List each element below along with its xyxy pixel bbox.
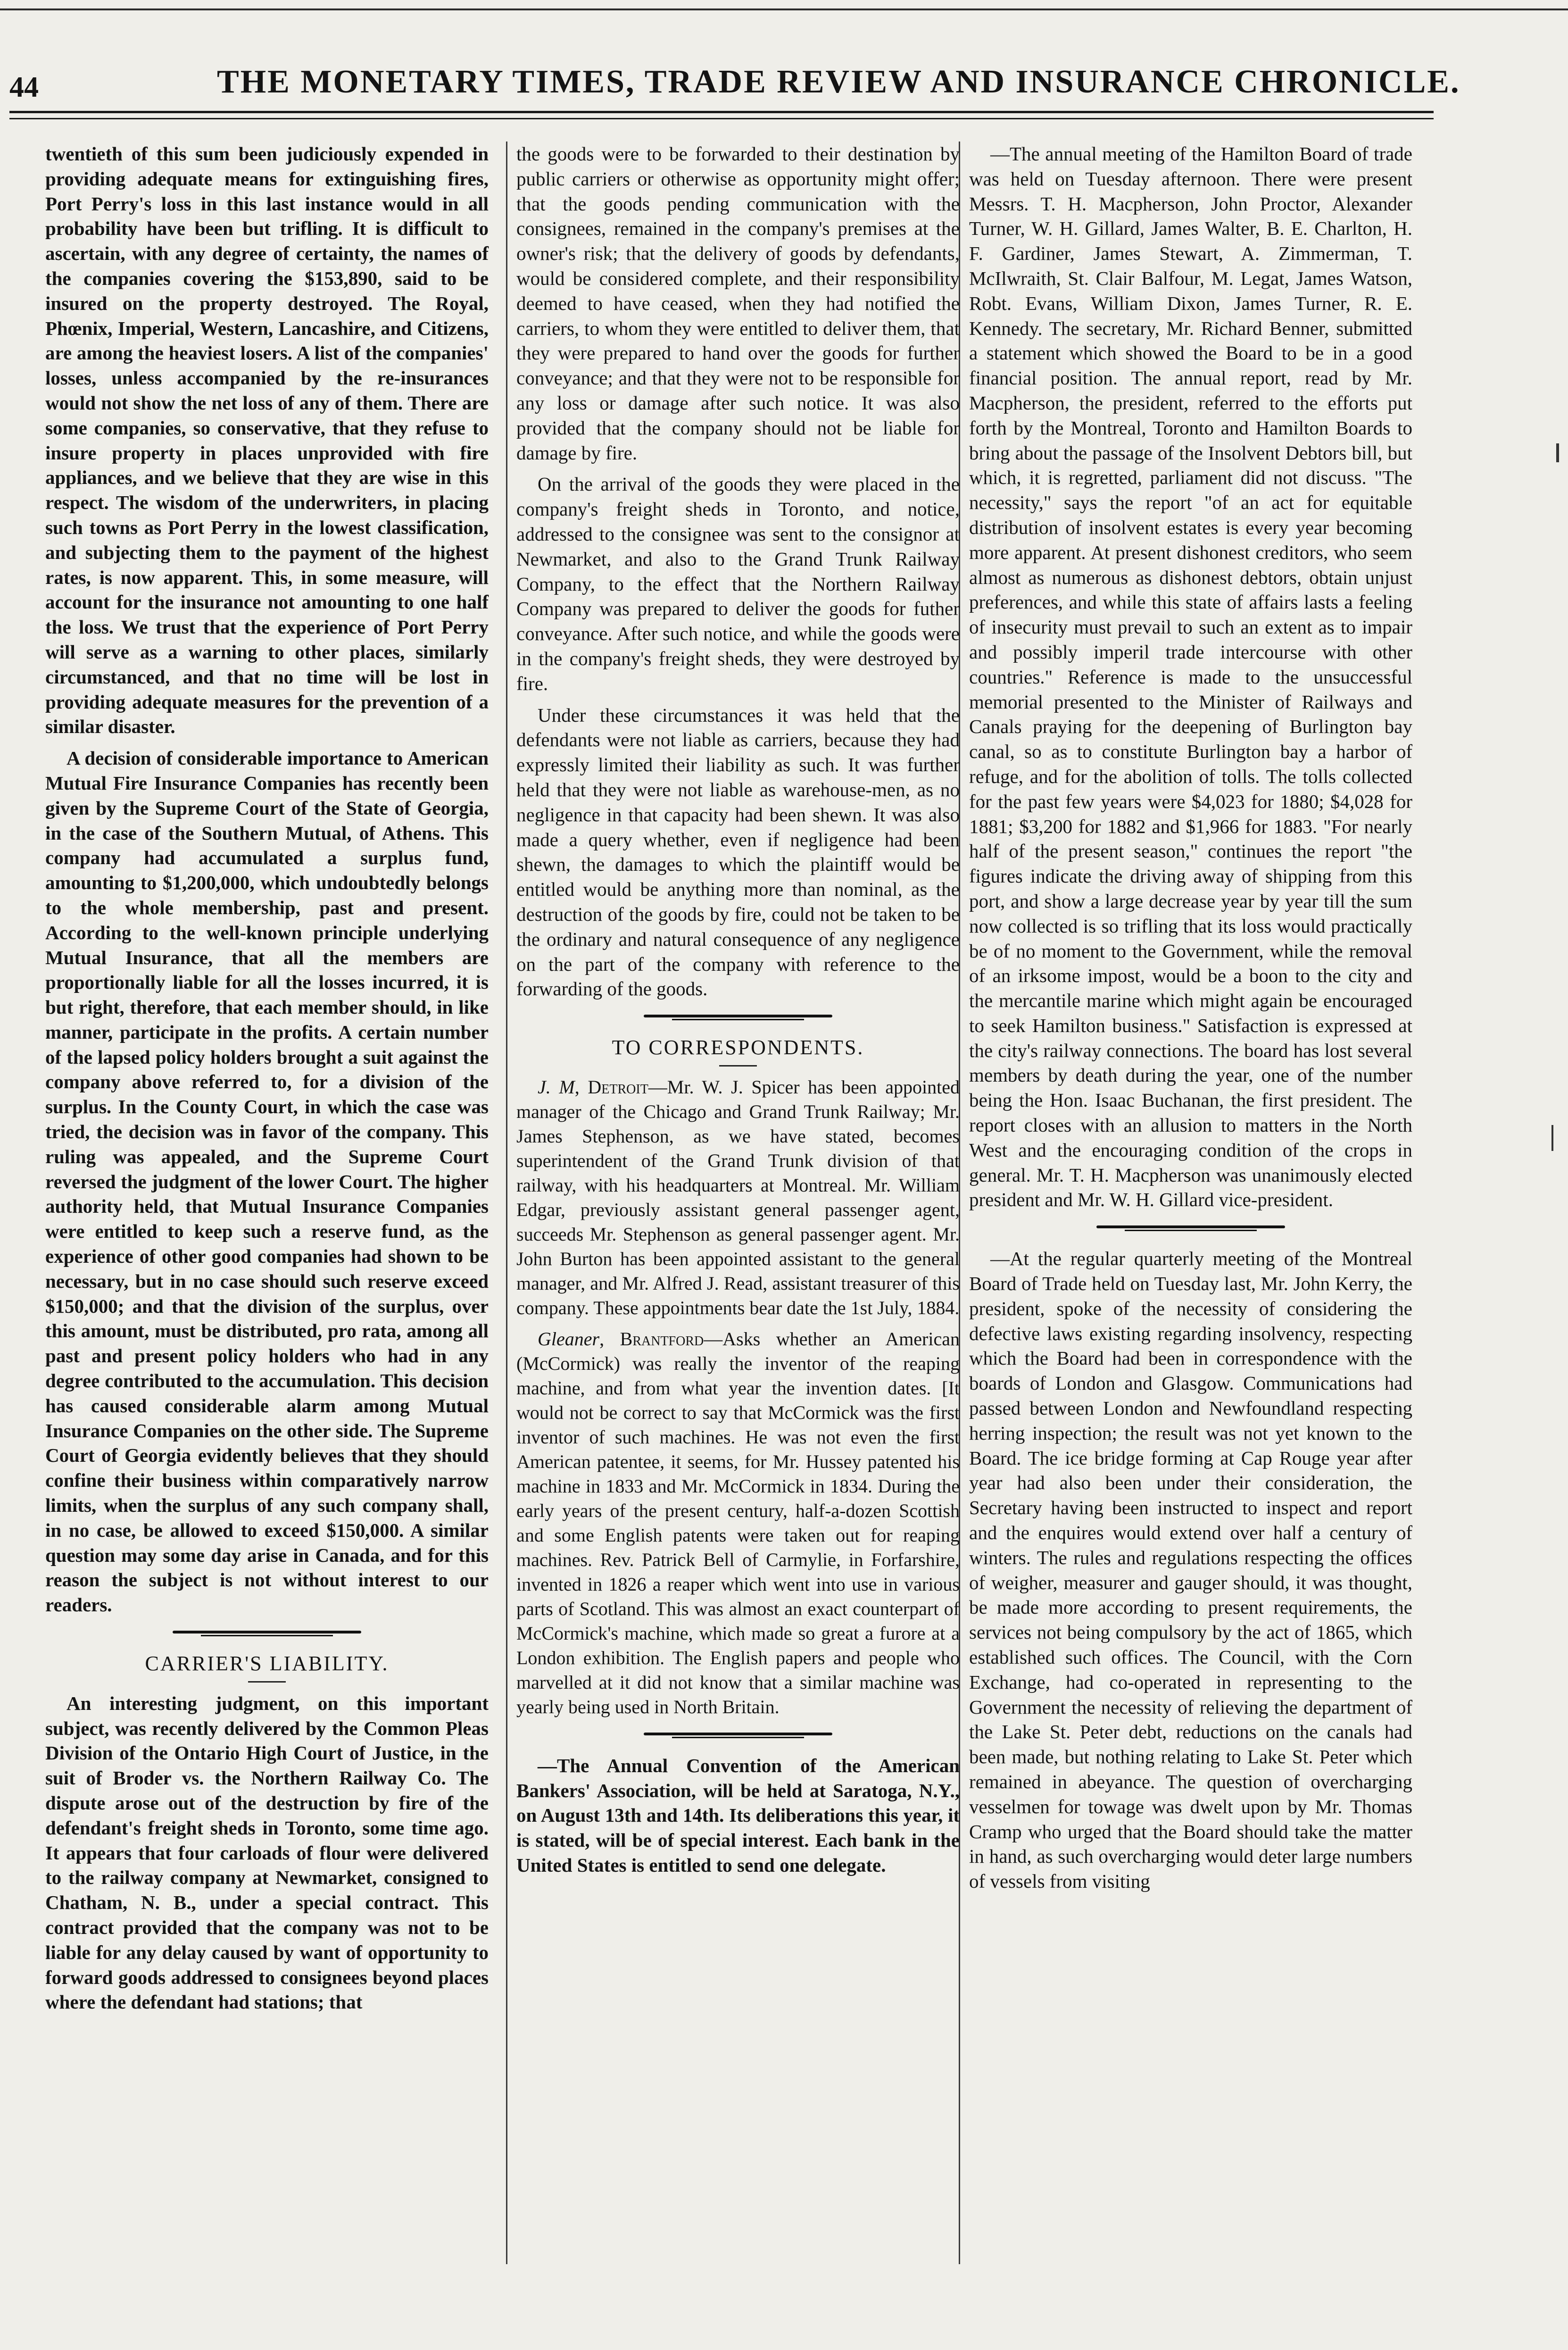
heading-rule xyxy=(248,1681,286,1683)
top-edge-rule xyxy=(0,8,1568,10)
correspondent-name: J. M xyxy=(538,1076,575,1098)
reply-text: —Mr. W. J. Spicer has been appointed manager of the Chicago and Grand Trunk Railway; Mr. James Stephenson, as we have stated, becomes superintendent of the Grand Trunk division of that railway, with his headquarters at Montreal. Mr. William Edgar, previously assistant general passenger agent, succeeds Mr. Stephenson as general passenger agent. Mr. John Burton has been appointed assistant to the general manager, and Mr. Alfred J. Read, assistant treasurer of this company. These appointments bear date the 1st July, 1884. xyxy=(516,1076,960,1318)
correspondent-name: Gleaner xyxy=(538,1328,600,1350)
article-text: On the arrival of the goods they were placed in the company's freight sheds in Toronto, and notice, addressed to the consignee was sent to the consignor at Newmarket, and also to the Grand Trunk Railway Company, to the effect that the Northern Railway Company was prepared to deliver the goods for futher conveyance. After such notice, and while the goods were in the company's freight sheds, they were destroyed by fire. xyxy=(516,473,960,694)
section-heading: TO CORRESPONDENTS. xyxy=(612,1036,864,1059)
section-separator xyxy=(644,1733,832,1739)
reply-text: —Asks whether an American (McCormick) was really the inventor of the reaping machine, and from what year the invention dates. [It would not be correct to say that McCormick was the first inventor of such machines. He was not even the first American patentee, it seems, for Mr. Hussey patented his machine in 1833 and Mr. McCormick in 1834. During the early years of the present century, half-a-dozen Scottish and some English patents were taken out for reaping machines. Rev. Patrick Bell of Carmylie, in Forfarshire, invented in 1826 a reaper which went into use in various parts of Scotland. This was almost an exact counterpart of McCormick's machine, which made so great a furore at a London exhibition. The English papers and people who marvelled at it did not know that a similar machine was yearly being used in North Britain. xyxy=(516,1328,960,1717)
correspondent-place: Brantford xyxy=(620,1328,704,1350)
column-2 xyxy=(516,142,960,1884)
article-text: —The Annual Convention of the American Bankers' Association, will be held at Saratoga, N.Y., on August 13th and 14th. Its deliberations this year, it is stated, will be of special interest. Each bank in the United States is entitled to send one delegate. xyxy=(516,1754,960,1876)
article-text: twentieth of this sum been judiciously expended in providing adequate means for extinguishing fires, Port Perry's loss in this last instance would in all probability have been but trifling. It is difficult to ascertain, with any degree of certainty, the names of the companies covering the $153,890, said to be insured on the property destroyed. The Royal, Phœnix, Imperial, Western, Lancashire, and Citizens, are among the heaviest losers. A list of the companies' losses, unless accompanied by the re-insurances would not show the net loss of any of them. There are some companies, so conservative, that they refuse to insure property in places unprovided with fire appliances, and we believe that they are wise in this respect. The wisdom of the underwriters, in placing such towns as Port Perry in the lowest classification, and subjecting them to the payment of the highest rates, is now apparent. This, in some measure, will account for the insurance not amounting to one half the loss. We trust that the experience of Port Perry will serve as a warning to other places, similarly circumstanced, and that no time will be lost in providing adequate measures for the prevention of a similar disaster. xyxy=(45,143,489,738)
heading-rule xyxy=(719,1065,757,1067)
header-rule-thick xyxy=(9,111,1434,113)
article-text: —The annual meeting of the Hamilton Board of trade was held on Tuesday afternoon. There were present Messrs. T. H. Macpherson, John Proctor, Alexander Turner, W. H. Gillard, James Walter, B. E. Charlton, H. F. Gardiner, James Stewart, A. Zimmerman, T. McIlwraith, St. Clair Balfour, M. Legat, James Watson, Robt. Evans, William Dixon, James Turner, R. E. Kennedy. The secretary, Mr. Richard Benner, submitted a statement which showed the Board to be in a good financial position. The annual report, read by Mr. Macpherson, the president, referred to the efforts put forth by the Montreal, Toronto and Hamilton Boards to bring about the passage of the Insolvent Debtors bill, but which, it is regretted, parliament did not discuss. "The necessity," says the report "of an act for equitable distribution of insolvent estates is every year becoming more apparent. At present dishonest creditors, who seem almost as numerous as dishonest debtors, obtain unjust preferences, and while this state of affairs lasts a feeling of insecurity must prevail to such an extent as to impair and possibly imperil trade intercourse with other countries." Reference is made to the unsuccessful memorial presented to the Minister of Railways and Canals praying for the deepening of Burlington bay canal, so as to constitute Burlington bay a harbor of refuge, and for the abolition of tolls. The tolls collected for the past few years were $4,023 for 1880; $4,028 for 1881; $3,200 for 1882 and $1,966 for 1883. "For nearly half of the present season," continues the report "the figures indicate the driving away of shipping from this port, and show a large decrease year by year till the sum now collected is so trifling that its loss would practically be of no moment to the Government, while the removal of an irksome impost, would be a boon to the city and the mercantile marine which might again be encouraged to seek Hamilton business." Satisfaction is expressed at the city's railway connections. The board has lost several members by death during the year, one of the number being the Hon. Isaac Buchanan, the first president. The report closes with an allusion to matters in the North West and the encouraging condition of the crops in general. Mr. T. H. Macpherson was unanimously elected president and Mr. W. H. Gillard vice-president. xyxy=(969,143,1412,1211)
correspondent-place: Detroit xyxy=(588,1076,648,1098)
column-3 xyxy=(969,142,1412,1900)
header-rule-thin xyxy=(9,118,1434,119)
section-separator xyxy=(1096,1225,1285,1232)
masthead-title: THE MONETARY TIMES, TRADE REVIEW AND INSURANCE CHRONICLE. xyxy=(217,64,1460,100)
page-header xyxy=(0,47,1568,127)
article-text: the goods were to be forwarded to their destination by public carriers or otherwise as opportunity might offer; that the goods pending communication with the consignees, remained in the company's premises at the owner's risk; that the delivery of goods by defendants, would be considered complete, and their responsibility deemed to have ceased, when they had notified the carriers, to whom they were entitled to deliver them, that they were prepared to hand over the goods for further conveyance; and that they were not to be responsible for any loss or damage after such notice. It was also provided that the company should not be liable for damage by fire. xyxy=(516,143,960,464)
scan-artifact xyxy=(1551,1125,1553,1151)
article-text: An interesting judgment, on this important subject, was recently delivered by the Common Pleas Division of the Ontario High Court of Justice, in the suit of Broder vs. the Northern Railway Co. The dispute arose out of the destruction by fire of the defendant's freight sheds in Toronto, some time ago. It appears that four carloads of flour were delivered to the railway company at Newmarket, consigned to Chatham, N. B., under a special contract. This contract provided that the company was not to be liable for any delay caused by want of opportunity to forward goods addressed to consignees beyond places where the defendant had stations; that xyxy=(45,1692,489,2013)
section-separator xyxy=(644,1015,832,1021)
correspondent-reply: Gleaner, Brantford—Asks whether an American (McCormick) was really the inventor of the reaping machine, and from what year the invention dates. [It would not be correct to say that McCormick was the first inventor of such machines. He was not even the first American patentee, it seems, for Mr. Hussey patented his machine in 1833 and Mr. McCormick in 1834. During the early years of the present century, half-a-dozen Scottish and some English patents were taken out for reaping machines. Rev. Patrick Bell of Carmylie, in Forfarshire, invented in 1826 a reaper which went into use in various parts of Scotland. This was almost an exact counterpart of McCormick's machine, which made so great a furore at a London exhibition. The English papers and people who marvelled at it did not know that a similar machine was yearly being used in North Britain. xyxy=(516,1328,960,1717)
section-heading: CARRIER'S LIABILITY. xyxy=(145,1652,389,1675)
article-text: A decision of considerable importance to American Mutual Fire Insurance Companies has recently been given by the Supreme Court of the State of Georgia, in the case of the Southern Mutual, of Athens. This company had accumulated a surplus fund, amounting to $1,200,000, which undoubtedly belongs to the whole membership, past and present. According to the well-known principle underlying Mutual Insurance, that all the members are proportionally liable for all the losses incurred, it is but right, therefore, that each member should, in like manner, participate in the profits. A certain number of the lapsed policy holders brought a suit against the company above referred to, for a division of the surplus. In the County Court, in which the case was tried, the decision was in favor of the company. This ruling was appealed, and the Supreme Court reversed the judgment of the lower Court. The higher authority held, that Mutual Insurance Companies were entitled to keep such a reserve fund, as the experience of other good companies had shown to be necessary, but in no case should such reserve exceed $150,000; and that the division of the surplus, over this amount, must be distributed, pro rata, among all past and present policy holders who had in any degree contributed to the accumulation. This decision has caused considerable alarm among Mutual Insurance Companies on the other side. The Supreme Court of Georgia evidently believes that they should confine their business within comparatively narrow limits, when the surplus of any such company shall, in no case, be allowed to exceed $150,000. A similar question may some day arise in Canada, and for this reason the subject is not without interest to our readers. xyxy=(45,747,489,1616)
column-divider-1 xyxy=(506,142,507,2264)
section-separator xyxy=(173,1631,361,1637)
scan-artifact xyxy=(1556,443,1559,462)
correspondent-reply: J. M, Detroit—Mr. W. J. Spicer has been appointed manager of the Chicago and Grand Trunk Railway; Mr. James Stephenson, as we have stated, becomes superintendent of the Grand Trunk division of that railway, with his headquarters at Montreal. Mr. William Edgar, previously assistant general passenger agent, succeeds Mr. Stephenson as general passenger agent. Mr. John Burton has been appointed assistant to the general manager, and Mr. Alfred J. Read, assistant treasurer of this company. These appointments bear date the 1st July, 1884. xyxy=(516,1076,960,1318)
column-1 xyxy=(45,142,489,2021)
article-text: —At the regular quarterly meeting of the Montreal Board of Trade held on Tuesday last, Mr. John Kerry, the president, spoke of the necessity of considering the defective laws existing regarding insolvency, respecting which the Board had been in correspondence with the boards of London and Glasgow. Communications had passed between London and Newfoundland respecting herring inspection; the result was not yet known to the Board. The ice bridge forming at Cap Rouge year after year had also been under their consideration, the Secretary having been instructed to inspect and report and the enquires would extend over half a century of winters. The rules and regulations respecting the offices of weigher, measurer and gauger should, it was thought, be made more according to present requirements, the services not being compulsory by the act of 1865, which established such offices. The Council, with the Corn Exchange, had co-operated in representing to the Government the necessity of relieving the department of the Lake St. Peter debt, reductions on the canals had been made, but nothing relating to Lake St. Peter which remained in abeyance. The question of overcharging vesselmen for towage was dwelt upon by Mr. Thomas Cramp who urged that the Board should take the matter in hand, as such overcharging would deter large numbers of vessels from visiting xyxy=(969,1248,1412,1892)
article-text: Under these circumstances it was held that the defendants were not liable as carriers, because they had expressly limited their liability as such. It was further held that they were not liable as warehouse-men, as no negligence in that capacity had been shewn. It was also made a query whether, even if negligence had been shewn, the damages to which the plaintiff would be entitled would be anything more than nominal, as the destruction of the goods by fire, could not be taken to be the ordinary and natural consequence of any negligence on the part of the company with reference to the forwarding of the goods. xyxy=(516,704,960,1000)
page-number: 44 xyxy=(9,71,39,103)
